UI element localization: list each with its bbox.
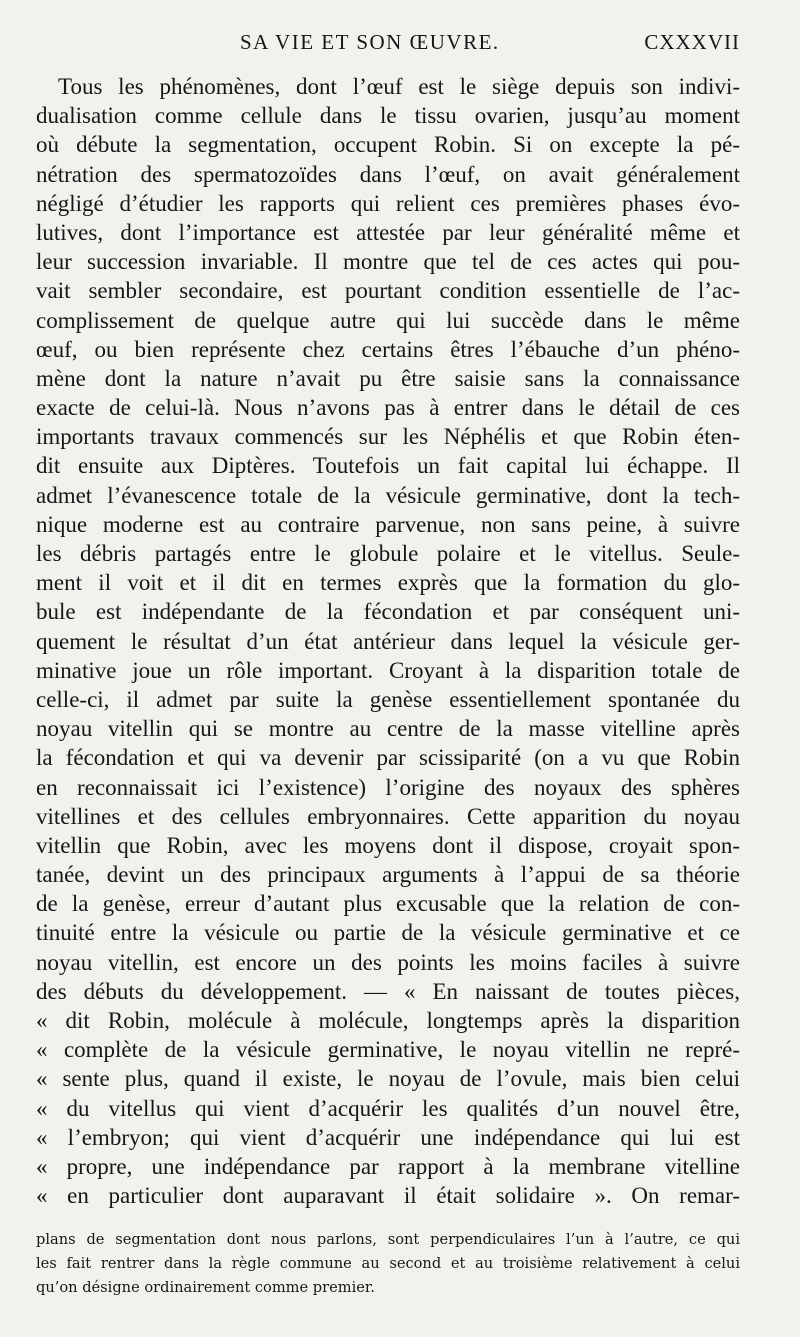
text-line: dit ensuite aux Diptères. Toutefois un fait capital lui échappe. Il	[36, 453, 740, 479]
text-line: « propre, une indépendance par rapport à la membrane vitelline	[36, 1153, 740, 1179]
footnote	[36, 1228, 740, 1300]
page-number: CXXXVII	[644, 30, 740, 54]
text-line: « du vitellus qui vient d’acquérir les qualités d’un nouvel être,	[36, 1095, 740, 1121]
text-line: « en particulier dont auparavant il était solidaire ». On remar-	[36, 1183, 740, 1209]
text-line: noyau vitellin, est encore un des points les moins faciles à suivre	[36, 949, 740, 975]
text-line: ment il voit et il dit en termes exprès que la formation du glo-	[36, 570, 740, 596]
text-line: dualisation comme cellule dans le tissu ovarien, jusqu’au moment	[36, 103, 740, 129]
text-line: noyau vitellin qui se montre au centre de la masse vitelline après	[36, 716, 740, 742]
text-line: leur succession invariable. Il montre que tel de ces actes qui pou-	[36, 249, 740, 275]
text-line: nique moderne est au contraire parvenue, non sans peine, à suivre	[36, 511, 740, 537]
text-line: des débuts du développement. — « En naissant de toutes pièces,	[36, 978, 740, 1004]
text-line: les débris partagés entre le globule polaire et le vitellus. Seule-	[36, 541, 740, 566]
text-line: lutives, dont l’importance est attestée par leur généralité même et	[36, 219, 740, 245]
text-line: Tous les phénomènes, dont l’œuf est le siège depuis son indivi-	[58, 74, 740, 99]
text-line: « complète de la vésicule germinative, le noyau vitellin ne repré-	[36, 1037, 740, 1063]
text-line: « l’embryon; qui vient d’acquérir une indépendance qui lui est	[36, 1124, 740, 1150]
text-line: nétration des spermatozoïdes dans l’œuf, on avait généralement	[36, 161, 740, 187]
text-line: « sente plus, quand il existe, le noyau de l’ovule, mais bien celui	[36, 1066, 740, 1092]
text-line: mène dont la nature n’avait pu être saisie sans la connaissance	[36, 365, 740, 391]
main-text	[36, 72, 740, 1210]
text-line: bule est indépendante de la fécondation et par conséquent uni-	[36, 599, 740, 625]
text-line: celle-ci, il admet par suite la genèse essentiellement spontanée du	[36, 686, 740, 712]
footnote-line: qu’on désigne ordinairement comme premier.	[36, 1279, 375, 1296]
text-line: exacte de celui-là. Nous n’avons pas à entrer dans le détail de ces	[36, 395, 740, 421]
text-line: œuf, ou bien représente chez certains êtres l’ébauche d’un phéno-	[36, 336, 740, 362]
text-line: importants travaux commencés sur les Néphélis et que Robin éten-	[36, 424, 740, 450]
text-line: vitellines et des cellules embryonnaires. Cette apparition du noyau	[36, 803, 740, 829]
text-line: vitellin que Robin, avec les moyens dont il dispose, croyait spon-	[36, 832, 740, 858]
text-line: admet l’évanescence totale de la vésicule germinative, dont la tech-	[36, 482, 740, 508]
text-line: complissement de quelque autre qui lui succède dans le même	[36, 307, 740, 333]
text-line: minative joue un rôle important. Croyant à la disparition totale de	[36, 657, 740, 683]
text-line: « dit Robin, molécule à molécule, longtemps après la disparition	[36, 1008, 740, 1033]
footnote-line: plans de segmentation dont nous parlons, sont perpendiculaires l’un à l’autre, ce qui	[36, 1231, 740, 1248]
text-line: quement le résultat d’un état antérieur dans lequel la vésicule ger-	[36, 628, 740, 654]
text-line: vait sembler secondaire, est pourtant condition essentielle de l’ac-	[36, 278, 740, 304]
text-line: négligé d’étudier les rapports qui relient ces premières phases évo-	[36, 190, 740, 216]
page-header	[40, 30, 740, 62]
text-line: de la genèse, erreur d’autant plus excusable que la relation de con-	[36, 891, 740, 917]
text-line: où débute la segmentation, occupent Robin. Si on excepte la pé-	[36, 132, 740, 158]
footnote-line: les fait rentrer dans la règle commune au second et au troisième relativement à celui	[36, 1255, 740, 1272]
text-line: la fécondation et qui va devenir par scissiparité (on a vu que Robin	[36, 745, 740, 771]
text-line: tanée, devint un des principaux arguments à l’appui de sa théorie	[36, 862, 740, 888]
text-line: en reconnaissait ici l’existence) l’origine des noyaux des sphères	[36, 774, 740, 800]
text-line: tinuité entre la vésicule ou partie de la vésicule germinative et ce	[36, 920, 740, 946]
running-title: SA VIE ET SON ŒUVRE.	[240, 30, 500, 54]
